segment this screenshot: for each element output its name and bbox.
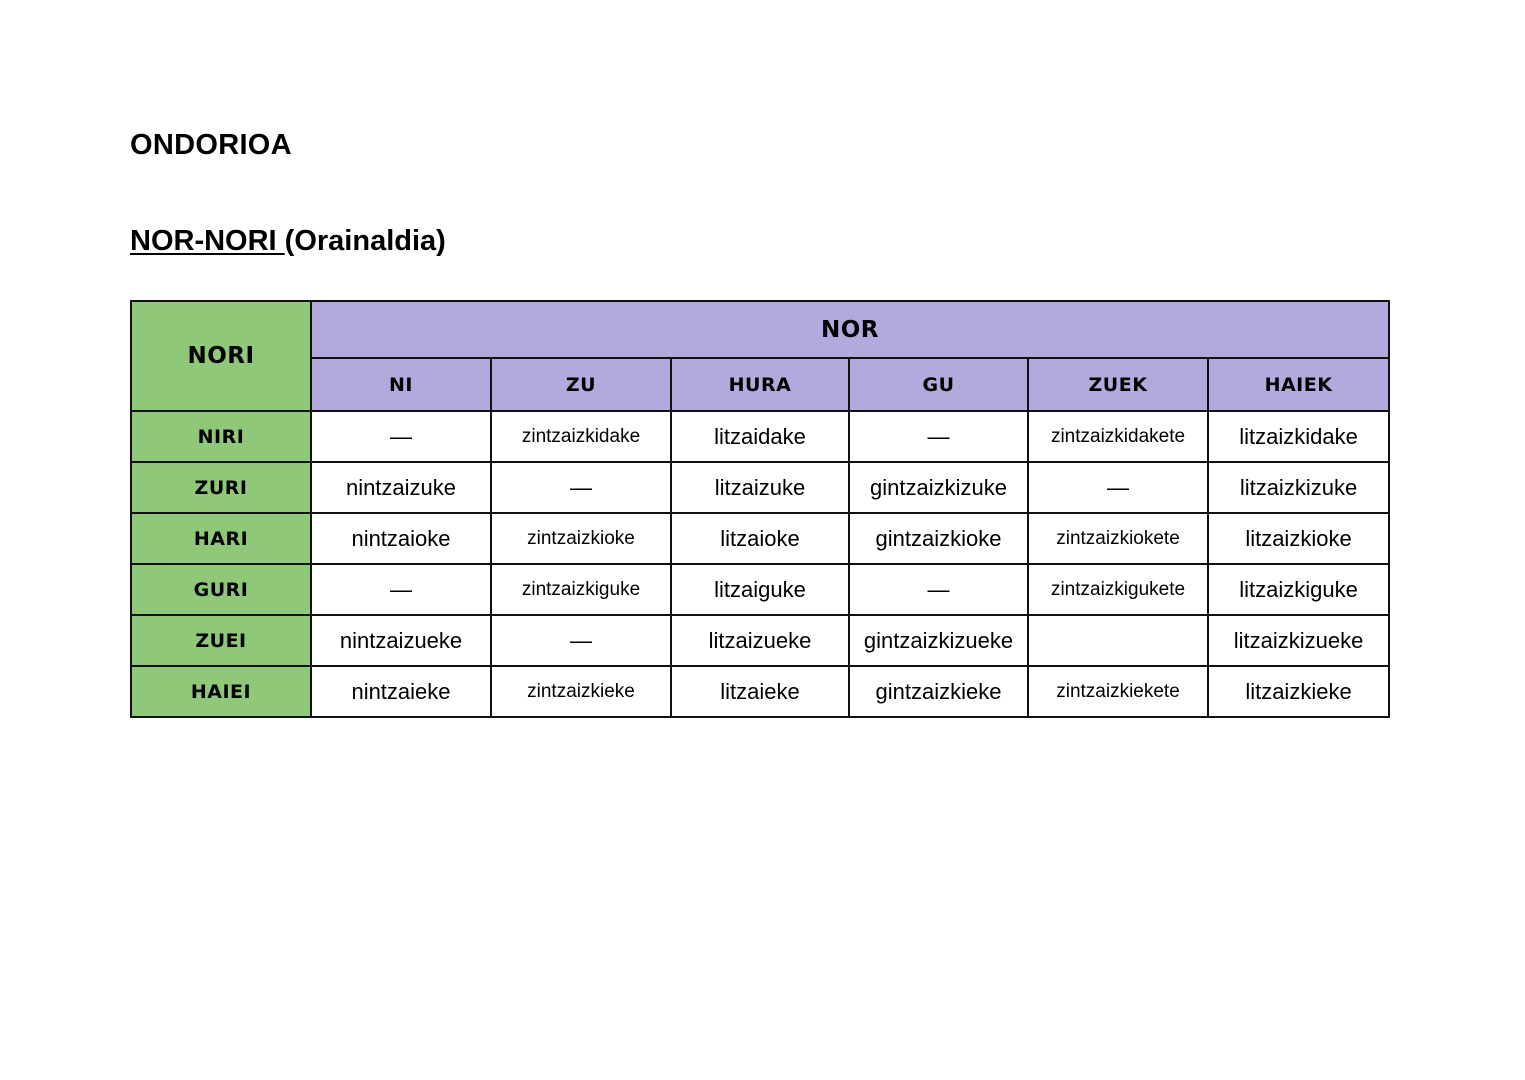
page-title: ONDORIOA (130, 129, 292, 161)
row-header-guri: GURI (131, 564, 311, 615)
cell-haiei-zu: zintzaizkieke (491, 666, 671, 717)
cell-zuri-hura: litzaizuke (671, 462, 849, 513)
section-heading (130, 225, 446, 258)
table-row (131, 462, 1389, 513)
conjugation-table (130, 300, 1390, 718)
column-header-zuek: ZUEK (1028, 358, 1208, 411)
cell-guri-gu: — (849, 564, 1028, 615)
cell-zuei-haiek: litzaizkizueke (1208, 615, 1389, 666)
cell-guri-zu: zintzaizkiguke (491, 564, 671, 615)
cell-zuei-gu: gintzaizkizueke (849, 615, 1028, 666)
header-cell-nori: NORI (131, 301, 311, 411)
column-header-gu: GU (849, 358, 1028, 411)
cell-haiei-ni: nintzaieke (311, 666, 491, 717)
table-column-header-row (131, 358, 1389, 411)
cell-niri-gu: — (849, 411, 1028, 462)
cell-zuei-ni: nintzaizueke (311, 615, 491, 666)
column-header-haiek: HAIEK (1208, 358, 1389, 411)
header-cell-nor-group: NOR (311, 301, 1389, 358)
cell-haiei-haiek: litzaizkieke (1208, 666, 1389, 717)
table-row (131, 615, 1389, 666)
section-heading-underlined-part: NOR-NORI (130, 225, 285, 257)
cell-zuei-zu: — (491, 615, 671, 666)
row-header-haiei: HAIEI (131, 666, 311, 717)
cell-guri-hura: litzaiguke (671, 564, 849, 615)
cell-hari-hura: litzaioke (671, 513, 849, 564)
cell-hari-zu: zintzaizkioke (491, 513, 671, 564)
row-header-niri: NIRI (131, 411, 311, 462)
table-header-group-row (131, 301, 1389, 358)
cell-guri-haiek: litzaizkiguke (1208, 564, 1389, 615)
cell-zuri-haiek: litzaizkizuke (1208, 462, 1389, 513)
row-header-zuri: ZURI (131, 462, 311, 513)
table-row (131, 411, 1389, 462)
row-header-hari: HARI (131, 513, 311, 564)
column-header-ni: NI (311, 358, 491, 411)
cell-zuri-zu: — (491, 462, 671, 513)
section-heading-tense-part: (Orainaldia) (284, 225, 446, 257)
table-row (131, 513, 1389, 564)
column-header-hura: HURA (671, 358, 849, 411)
cell-guri-zuek: zintzaizkigukete (1028, 564, 1208, 615)
cell-hari-gu: gintzaizkioke (849, 513, 1028, 564)
cell-zuri-ni: nintzaizuke (311, 462, 491, 513)
cell-niri-hura: litzaidake (671, 411, 849, 462)
cell-haiei-gu: gintzaizkieke (849, 666, 1028, 717)
cell-zuri-gu: gintzaizkizuke (849, 462, 1028, 513)
conjugation-table-wrapper (130, 300, 1388, 718)
cell-haiei-zuek: zintzaizkiekete (1028, 666, 1208, 717)
cell-niri-zuek: zintzaizkidakete (1028, 411, 1208, 462)
cell-hari-zuek: zintzaizkiokete (1028, 513, 1208, 564)
cell-guri-ni: — (311, 564, 491, 615)
cell-niri-ni: — (311, 411, 491, 462)
cell-niri-haiek: litzaizkidake (1208, 411, 1389, 462)
row-header-zuei: ZUEI (131, 615, 311, 666)
table-head (131, 301, 1389, 411)
table-row (131, 564, 1389, 615)
table-body (131, 411, 1389, 717)
cell-zuri-zuek: — (1028, 462, 1208, 513)
cell-zuei-zuek (1028, 615, 1208, 666)
cell-zuei-hura: litzaizueke (671, 615, 849, 666)
column-header-zu: ZU (491, 358, 671, 411)
cell-niri-zu: zintzaizkidake (491, 411, 671, 462)
table-row (131, 666, 1389, 717)
cell-haiei-hura: litzaieke (671, 666, 849, 717)
cell-hari-haiek: litzaizkioke (1208, 513, 1389, 564)
cell-hari-ni: nintzaioke (311, 513, 491, 564)
